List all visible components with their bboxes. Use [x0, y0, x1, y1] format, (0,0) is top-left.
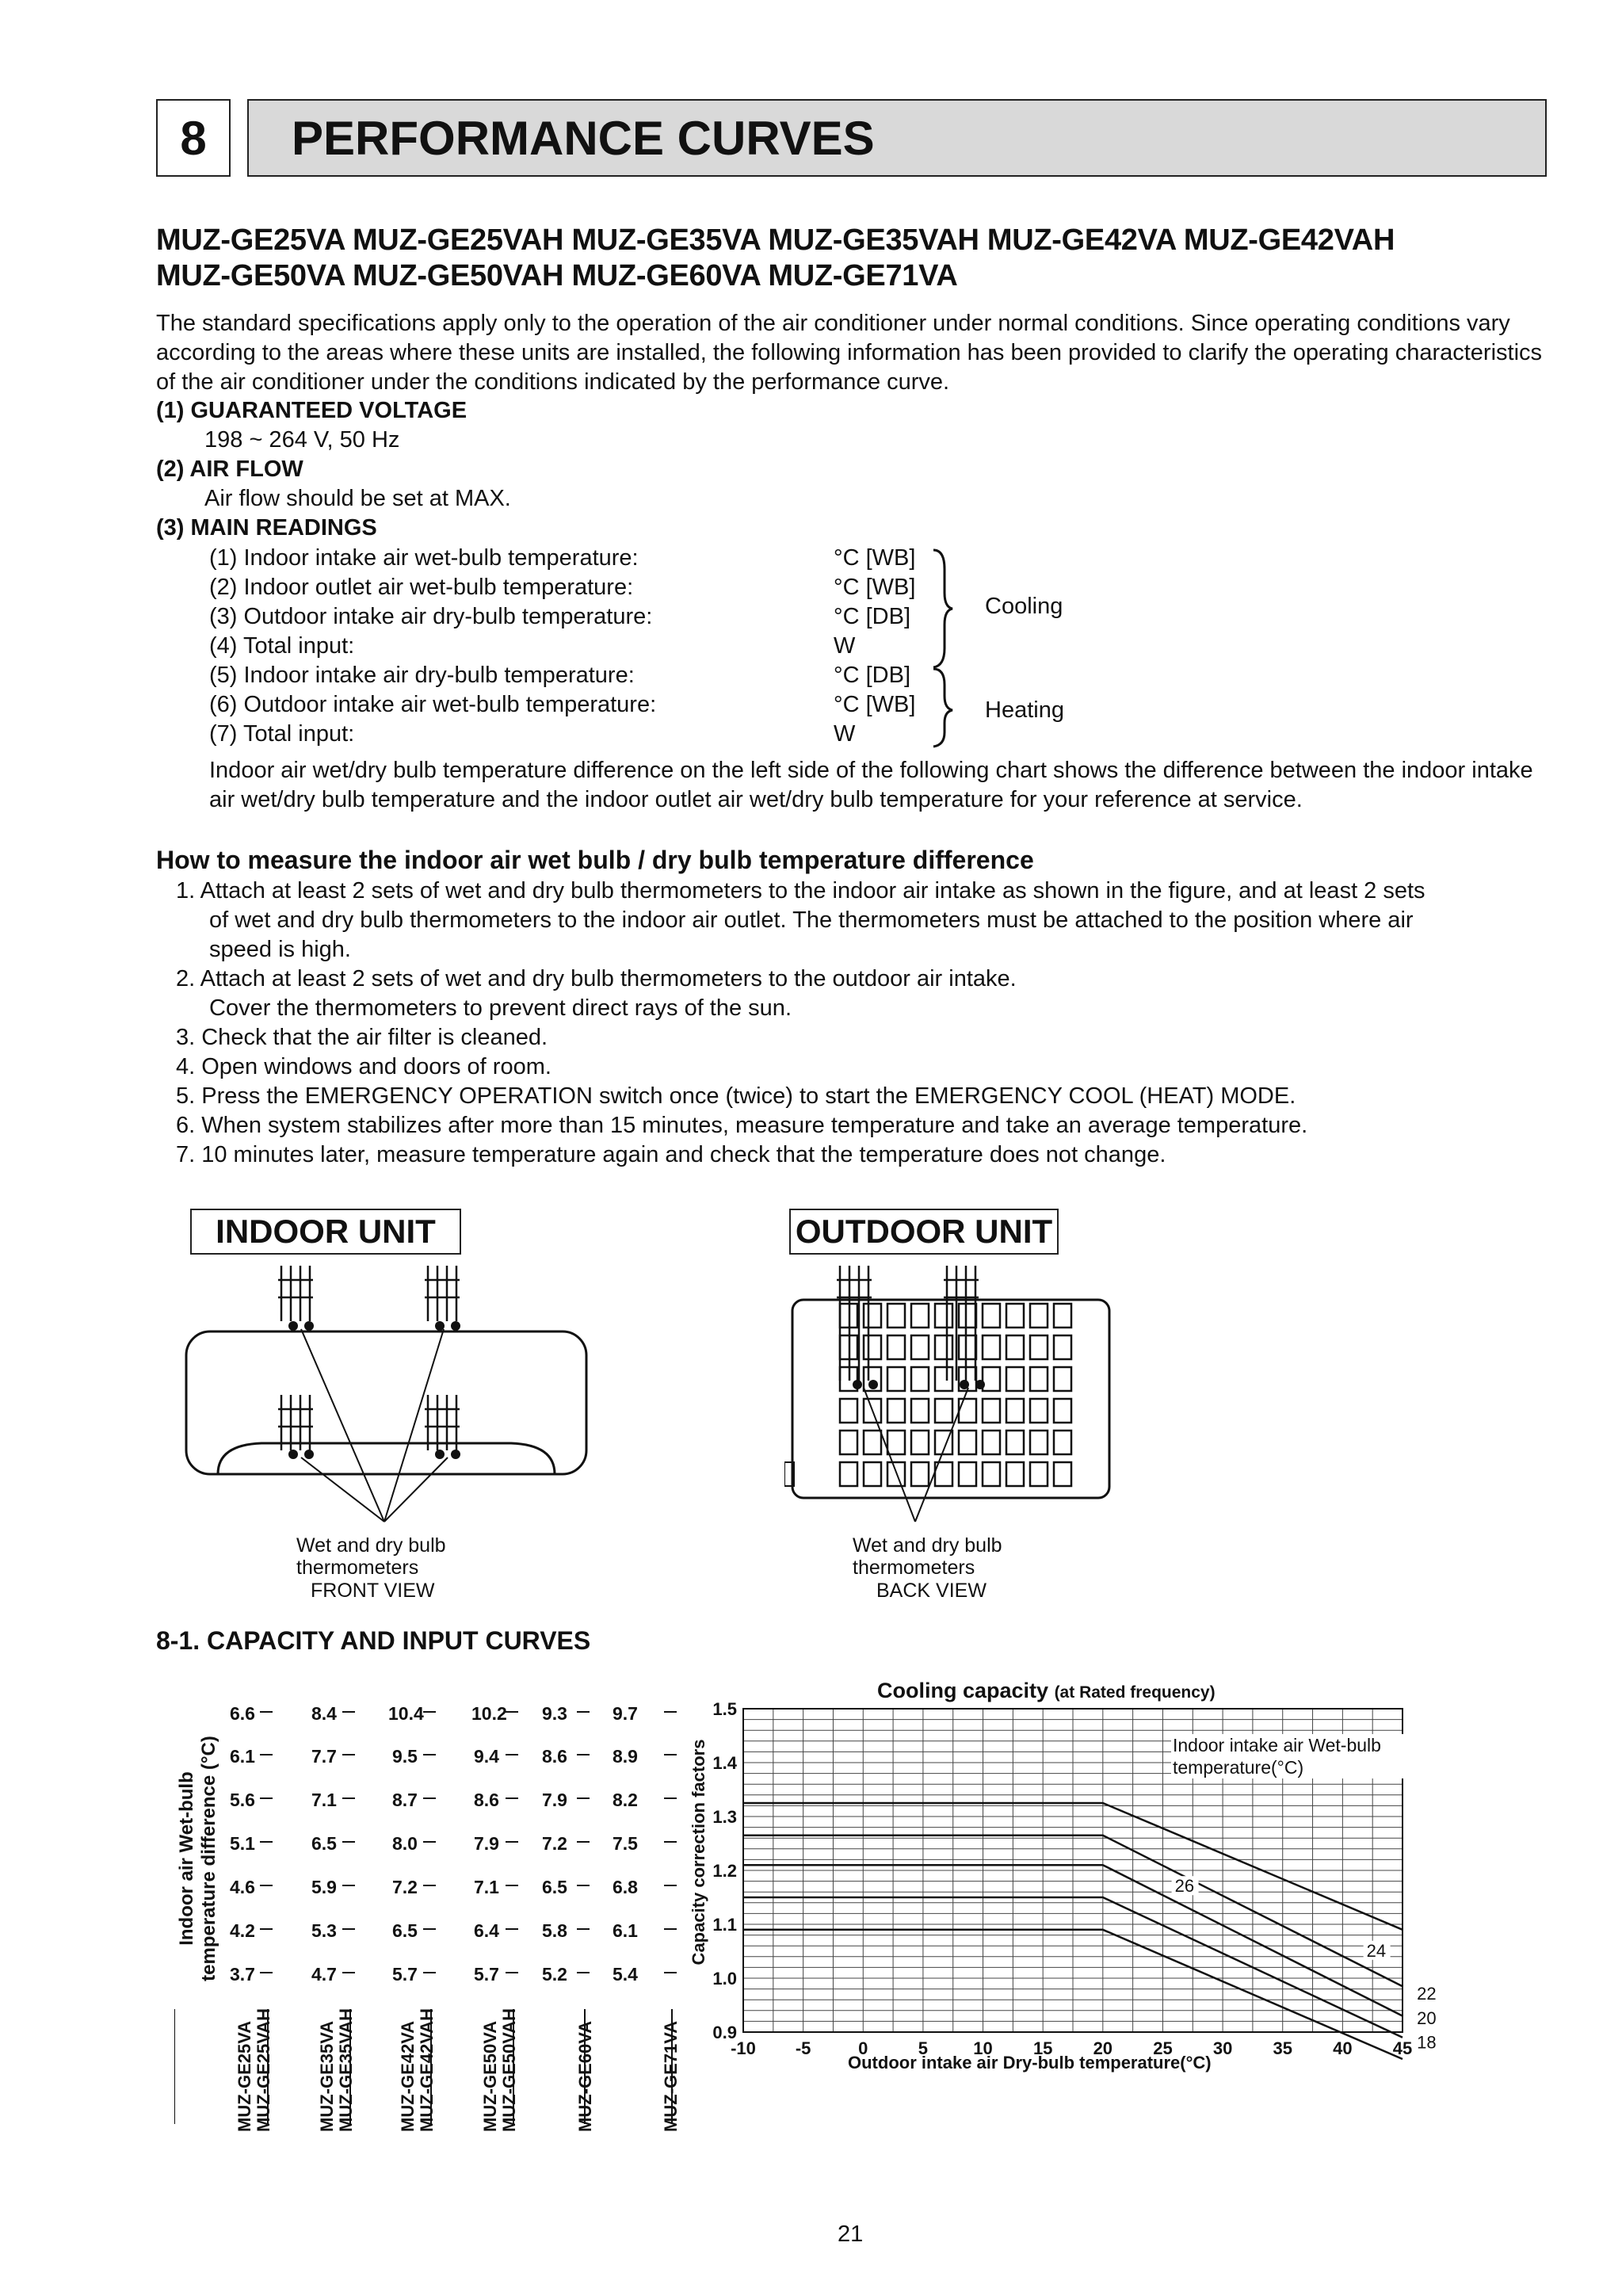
outdoor-unit-title: OUTDOOR UNIT [789, 1209, 1059, 1255]
measure-step: 2. Attach at least 2 sets of wet and dry bulb thermometers to the outdoor air intake. [176, 966, 1017, 991]
diff-value: 6.1 [230, 1746, 255, 1767]
diff-value: 6.5 [311, 1833, 337, 1854]
model-list-line-1: MUZ-GE25VA MUZ-GE25VAH MUZ-GE35VA MUZ-GE35VAH MUZ-GE42VA MUZ-GE42VAH [156, 223, 1395, 257]
reading-unit: °C [WB] [834, 545, 916, 571]
diff-axis-ylabel: Indoor air Wet-bulb temperature difference (°C) [176, 1736, 219, 1981]
diff-value: 7.1 [311, 1790, 337, 1810]
reading-unit: °C [DB] [834, 604, 910, 629]
measure-step: 7. 10 minutes later, measure temperature again and check that the temperature does not change. [176, 1142, 1166, 1167]
y-tick-label: 0.9 [712, 2023, 737, 2042]
reading-label: (4) Total input: [209, 633, 355, 659]
indoor-caption-line-1: Wet and dry bulb [296, 1534, 446, 1557]
diff-value: 4.6 [230, 1877, 255, 1897]
heating-label: Heating [985, 697, 1064, 723]
main-readings-heading: (3) MAIN READINGS [156, 515, 377, 541]
series-label-20: 20 [1417, 2008, 1437, 2028]
reading-unit: °C [WB] [834, 575, 916, 600]
measure-heading: How to measure the indoor air wet bulb / dry bulb temperature difference [156, 846, 1034, 874]
reading-unit: W [834, 633, 856, 659]
section-title: PERFORMANCE CURVES [247, 99, 1547, 177]
measure-step: 1. Attach at least 2 sets of wet and dry bulb thermometers to the indoor air intake as shown in the figure, and at least 2 sets [176, 878, 1425, 904]
air-flow-heading: (2) AIR FLOW [156, 457, 303, 482]
diff-value: 6.6 [230, 1703, 255, 1724]
diff-value: 5.9 [311, 1877, 337, 1897]
diff-value: 8.9 [613, 1746, 638, 1767]
diff-value: 5.3 [311, 1920, 337, 1941]
diff-value: 6.5 [542, 1877, 567, 1897]
chart-title-main: Cooling capacity [877, 1679, 1049, 1702]
indoor-unit-title: INDOOR UNIT [190, 1209, 461, 1255]
outdoor-caption-line-2: thermometers [853, 1557, 975, 1579]
readings-braces [927, 545, 959, 751]
diff-value: 5.8 [542, 1920, 567, 1941]
reading-unit: °C [WB] [834, 692, 916, 717]
diff-value: 9.5 [392, 1746, 418, 1767]
y-tick-label: 1.3 [712, 1807, 737, 1827]
measure-step: Cover the thermometers to prevent direct rays of the sun. [209, 995, 792, 1021]
diff-column-name: MUZ-GE50VA [480, 2020, 500, 2132]
diff-value: 5.1 [230, 1833, 255, 1854]
diff-value: 5.4 [613, 1964, 638, 1985]
diff-column-name: MUZ-GE71VA [661, 2020, 681, 2132]
diff-value: 3.7 [230, 1964, 255, 1985]
y-tick-label: 1.1 [712, 1915, 737, 1935]
reading-label: (7) Total input: [209, 721, 355, 747]
y-tick-label: 1.5 [712, 1699, 737, 1719]
y-tick-label: 1.0 [712, 1969, 737, 1988]
series-label-22: 22 [1417, 1984, 1437, 2004]
chart-ylabel: Capacity correction factors [689, 1739, 708, 1966]
x-tick-label: 35 [1273, 2038, 1292, 2058]
diff-value: 8.6 [474, 1790, 499, 1810]
chart-title-note: (at Rated frequency) [1054, 1683, 1216, 1702]
x-tick-label: 20 [1093, 2038, 1113, 2058]
diff-value: 5.2 [542, 1964, 567, 1985]
diff-value: 8.2 [613, 1790, 638, 1810]
diff-value: 7.9 [542, 1790, 567, 1810]
reading-label: (1) Indoor intake air wet-bulb temperature: [209, 545, 639, 571]
x-tick-label: 25 [1153, 2038, 1173, 2058]
subsection-title: 8-1. CAPACITY AND INPUT CURVES [156, 1626, 591, 1655]
diff-value: 9.7 [613, 1703, 638, 1724]
diff-value: 8.6 [542, 1746, 567, 1767]
diff-value: 7.2 [392, 1877, 418, 1897]
diff-column-name: MUZ-GE25VAH [254, 2008, 273, 2132]
diff-value: 6.8 [613, 1877, 638, 1897]
reading-label: (3) Outdoor intake air dry-bulb temperature: [209, 604, 653, 629]
diff-column-name: MUZ-GE50VAH [499, 2008, 519, 2132]
outdoor-unit-diagram [784, 1256, 1117, 1526]
reading-label: (6) Outdoor intake air wet-bulb temperature: [209, 692, 657, 717]
measure-step: 3. Check that the air filter is cleaned. [176, 1025, 548, 1050]
diff-value: 9.3 [542, 1703, 567, 1724]
measure-step: 6. When system stabilizes after more than 15 minutes, measure temperature and take an average temperature. [176, 1113, 1308, 1138]
measure-step: 4. Open windows and doors of room. [176, 1054, 551, 1079]
diff-value: 9.4 [474, 1746, 499, 1767]
page-number: 21 [838, 2222, 864, 2247]
x-tick-label: 40 [1333, 2038, 1353, 2058]
guaranteed-voltage-value: 198 ~ 264 V, 50 Hz [204, 427, 400, 453]
diff-value: 6.5 [392, 1920, 418, 1941]
outdoor-caption-line-1: Wet and dry bulb [853, 1534, 1002, 1557]
indoor-view-label: FRONT VIEW [311, 1580, 435, 1602]
y-tick-label: 1.2 [712, 1861, 737, 1881]
model-list-line-2: MUZ-GE50VA MUZ-GE50VAH MUZ-GE60VA MUZ-GE71VA [156, 259, 958, 292]
diff-value: 10.4 [388, 1703, 424, 1724]
readings-note: Indoor air wet/dry bulb temperature difference on the left side of the following chart shows the difference between the indoor intake air wet/dry bulb temperature and the indoor outlet air wet/dry bulb temperature for your reference at service. [209, 758, 1533, 812]
diff-column-name: MUZ-GE25VA [235, 2020, 254, 2132]
diff-value: 8.7 [392, 1790, 418, 1810]
measure-step: speed is high. [209, 937, 351, 962]
reading-unit: W [834, 721, 856, 747]
reading-unit: °C [DB] [834, 663, 910, 688]
intro-paragraph: The standard specifications apply only to the operation of the air conditioner under normal conditions. Since operating conditions vary according to the areas where these units are installed, the following information has been provided to clarify the operating characteristics of the air conditioner under the conditions indicated by the performance curve. [156, 311, 1543, 395]
diff-column-name: MUZ-GE60VA [575, 2020, 595, 2132]
diff-column-name: MUZ-GE35VA [317, 2020, 337, 2132]
diff-value: 8.0 [392, 1833, 418, 1854]
x-tick-label: 45 [1392, 2038, 1413, 2058]
diff-value: 7.7 [311, 1746, 337, 1767]
y-tick-label: 1.4 [712, 1753, 737, 1773]
diff-value: 7.9 [474, 1833, 499, 1854]
diff-column-name: MUZ-GE35VAH [336, 2008, 356, 2132]
diff-column-name: MUZ-GE42VAH [417, 2008, 437, 2132]
indoor-unit-diagram [182, 1256, 594, 1526]
diff-value: 7.2 [542, 1833, 567, 1854]
x-tick-label: -5 [795, 2038, 811, 2058]
reading-label: (2) Indoor outlet air wet-bulb temperature: [209, 575, 634, 600]
air-flow-value: Air flow should be set at MAX. [204, 486, 511, 511]
x-tick-label: 5 [918, 2038, 929, 2058]
series-label-26: 26 [1174, 1876, 1195, 1897]
measure-step: of wet and dry bulb thermometers to the indoor air outlet. The thermometers must be attached to the position where air [209, 907, 1414, 933]
diff-value: 8.4 [311, 1703, 337, 1724]
diff-value: 4.2 [230, 1920, 255, 1941]
diff-value: 7.1 [474, 1877, 499, 1897]
section-number: 8 [156, 99, 231, 177]
diff-column-name: MUZ-GE42VA [398, 2020, 418, 2132]
reading-label: (5) Indoor intake air dry-bulb temperature: [209, 663, 635, 688]
indoor-caption-line-2: thermometers [296, 1557, 419, 1579]
diff-value: 5.7 [474, 1964, 499, 1985]
x-tick-label: 10 [973, 2038, 993, 2058]
chart-xlabel: Outdoor intake air Dry-bulb temperature(°C) [848, 2053, 1212, 2073]
x-tick-label: 15 [1032, 2038, 1053, 2058]
measure-step: 5. Press the EMERGENCY OPERATION switch once (twice) to start the EMERGENCY COOL (HEAT) MODE. [176, 1083, 1296, 1109]
diff-value: 5.7 [392, 1964, 418, 1985]
x-tick-label: 0 [858, 2038, 868, 2058]
diff-value: 4.7 [311, 1964, 337, 1985]
chart-series [743, 1803, 1441, 2059]
diff-value: 10.2 [471, 1703, 507, 1724]
cooling-label: Cooling [985, 594, 1063, 619]
diff-value: 6.1 [613, 1920, 638, 1941]
x-tick-label: 30 [1212, 2038, 1233, 2058]
guaranteed-voltage-heading: (1) GUARANTEED VOLTAGE [156, 398, 468, 423]
diff-value: 6.4 [474, 1920, 499, 1941]
series-label-24: 24 [1366, 1940, 1387, 1961]
series-label-18: 18 [1417, 2032, 1437, 2053]
diff-value: 5.6 [230, 1790, 255, 1810]
x-tick-label: -10 [731, 2038, 756, 2058]
diff-value: 7.5 [613, 1833, 638, 1854]
outdoor-view-label: BACK VIEW [876, 1580, 987, 1602]
chart-legend-title: Indoor intake air Wet-bulb temperature(°C) [1171, 1734, 1412, 1778]
